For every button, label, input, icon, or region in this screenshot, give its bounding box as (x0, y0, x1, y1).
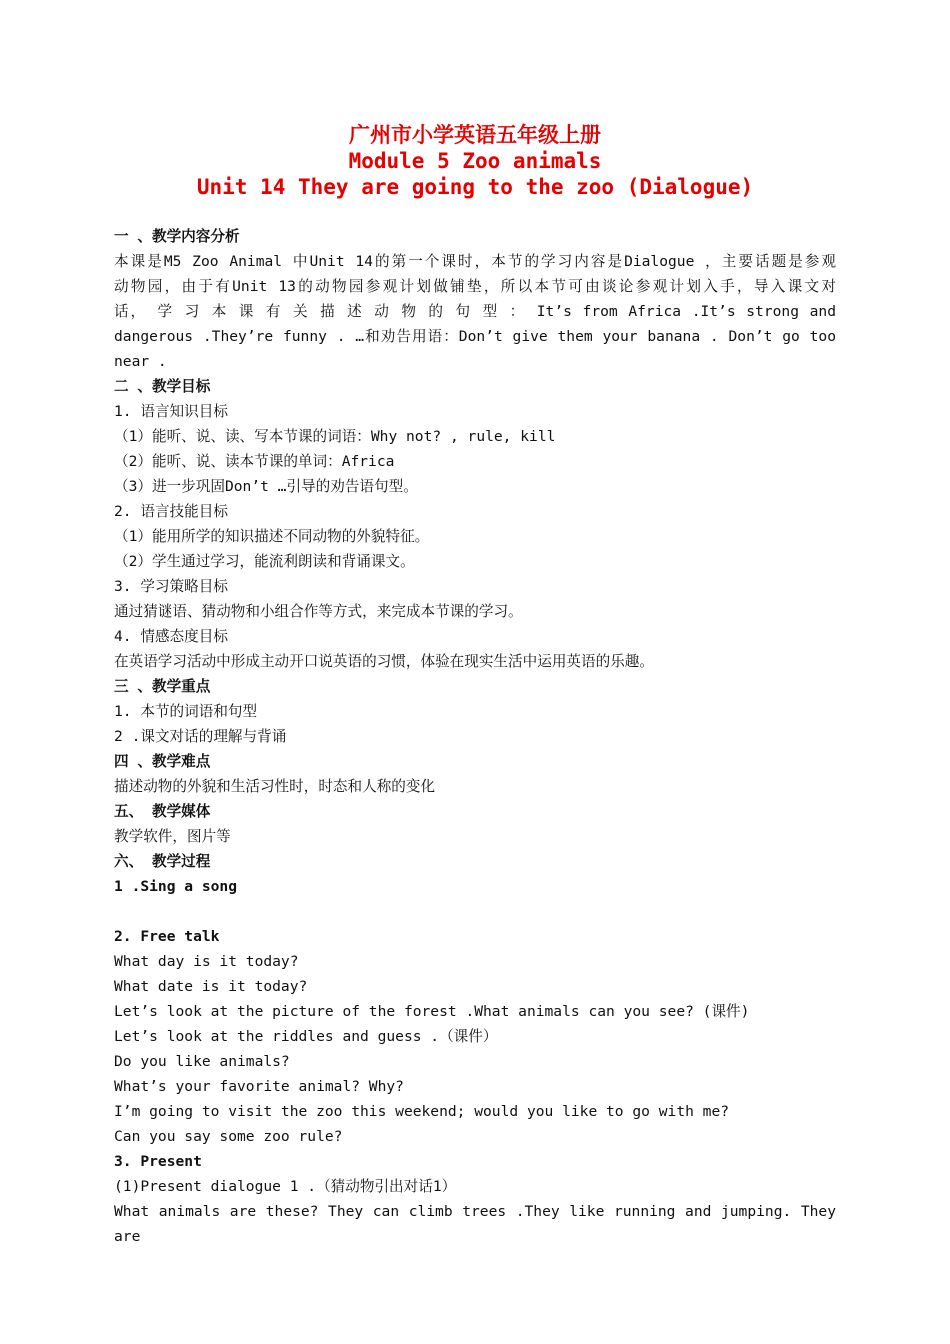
paragraph-line: 话， 学 习 本 课 有 关 描 述 动 物 的 句 型 ： It’s from Africa .It’s strong and (114, 303, 836, 320)
subheading-line: 2. 语言技能目标 (114, 503, 228, 520)
section-heading-difficulties: 四 、教学难点 (114, 753, 211, 770)
dialogue-line: Let’s look at the picture of the forest .What animals can you see? (课件) (114, 1003, 750, 1020)
document-title: 广州市小学英语五年级上册 (349, 122, 601, 147)
subheading-line: 1. 语言知识目标 (114, 403, 228, 420)
paragraph-line: 在英语学习活动中形成主动开口说英语的习惯，体验在现实生活中运用英语的乐趣。 (114, 653, 654, 670)
section-heading-key-points: 三 、教学重点 (114, 678, 211, 695)
list-item: （1）能用所学的知识描述不同动物的外貌特征。 (114, 528, 430, 545)
list-item: （1）能听、说、读、写本节课的词语：Why not? , rule, kill (114, 428, 556, 445)
unit-title: Unit 14 They are going to the zoo (Dialogue) (196, 175, 754, 199)
section-heading-media: 五、 教学媒体 (114, 803, 211, 820)
list-item: （2）学生通过学习，能流利朗读和背诵课文。 (114, 553, 415, 570)
list-item: （3）进一步巩固Don’t …引导的劝告语句型。 (114, 478, 418, 495)
dialogue-line: What’s your favorite animal? Why? (114, 1078, 404, 1095)
paragraph-line: 教学软件，图片等 (114, 828, 231, 845)
lesson-plan-body (114, 224, 836, 1245)
section-heading-objectives: 二 、教学目标 (114, 378, 211, 395)
paragraph-line: 通过猜谜语、猜动物和小组合作等方式，来完成本节课的学习。 (114, 603, 523, 620)
document-title-block (0, 122, 950, 200)
dialogue-line: What animals are these? They can climb trees .They like running and jumping. They are (114, 1203, 836, 1245)
step-heading-sing: 1 .Sing a song (114, 878, 238, 895)
dialogue-line: Can you say some zoo rule? (114, 1128, 343, 1145)
module-title: Module 5 Zoo animals (348, 149, 602, 173)
dialogue-line: What day is it today? (114, 953, 299, 970)
list-item: （2）能听、说、读本节课的单词：Africa (114, 453, 395, 470)
dialogue-line: Do you like animals? (114, 1053, 290, 1070)
subheading-line: 3. 学习策略目标 (114, 578, 228, 595)
paragraph-line: 本课是M5 Zoo Animal 中Unit 14的第一个课时，本节的学习内容是Dialogue ，主要话题是参观 (114, 253, 836, 270)
step-heading-free-talk: 2. Free talk (114, 928, 220, 945)
section-heading-content-analysis: 一 、教学内容分析 (114, 228, 240, 245)
paragraph-line: 描述动物的外貌和生活习性时，时态和人称的变化 (114, 778, 436, 795)
paragraph-line: dangerous .They’re funny . …和劝告用语：Don’t give them your banana . Don’t go too (114, 328, 836, 345)
paragraph-line: near . (114, 353, 167, 370)
dialogue-line: What date is it today? (114, 978, 308, 995)
list-item: 1. 本节的词语和句型 (114, 703, 258, 720)
dialogue-line: (1)Present dialogue 1 .（猜动物引出对话1） (114, 1178, 457, 1195)
dialogue-line: Let’s look at the riddles and guess .（课件） (114, 1028, 498, 1045)
subheading-line: 4. 情感态度目标 (114, 628, 228, 645)
list-item: 2 .课文对话的理解与背诵 (114, 728, 287, 745)
paragraph-line: 动物园，由于有Unit 13的动物园参观计划做铺垫，所以本节可由谈论参观计划入手，导入课文对 (114, 278, 836, 295)
section-heading-process: 六、 教学过程 (114, 853, 211, 870)
dialogue-line: I’m going to visit the zoo this weekend; would you like to go with me? (114, 1103, 730, 1120)
step-heading-present: 3. Present (114, 1153, 202, 1170)
blank-line (114, 899, 836, 924)
